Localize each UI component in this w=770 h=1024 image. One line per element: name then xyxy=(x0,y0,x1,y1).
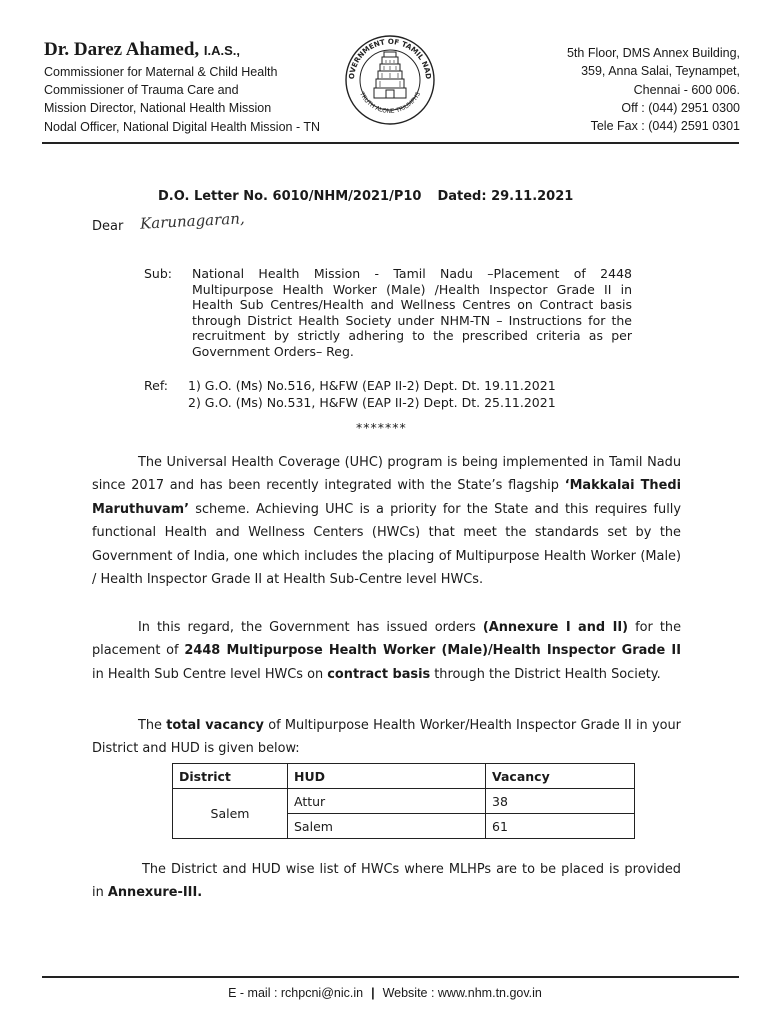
handwritten-addressee-text: Karunagaran, xyxy=(139,209,246,233)
annexure-ref: (Annexure I and II) xyxy=(482,620,629,635)
reference-item-1: 1) G.O. (Ms) No.516, H&FW (EAP II-2) Dept. Dt. 19.11.2021 xyxy=(188,378,556,393)
letterhead-address xyxy=(480,44,740,135)
emblem-bottom-text: TRUTH ALONE TRIUMPHS xyxy=(357,91,423,115)
vacancy-cell: 61 xyxy=(486,814,635,839)
address-line-3: Chennai - 600 006. xyxy=(633,82,740,97)
contract-basis: contract basis xyxy=(327,666,431,682)
header-vacancy: Vacancy xyxy=(486,764,635,789)
designation-line-1: Commissioner for Maternal & Child Health xyxy=(44,65,278,79)
designation-line-4: Nodal Officer, National Digital Health Mission - TN xyxy=(44,119,321,134)
header-district: District xyxy=(173,764,288,789)
header-hud: HUD xyxy=(288,764,486,789)
vacancy-cell: 38 xyxy=(486,789,635,814)
district-cell: Salem xyxy=(173,789,288,839)
svg-text:TRUTH ALONE TRIUMPHS xyxy=(358,90,423,115)
reference-item-2: 2) G.O. (Ms) No.531, H&FW (EAP II-2) Dept. Dt. 25.11.2021 xyxy=(188,394,556,410)
salutation: Dear xyxy=(92,219,124,234)
scheme-name: ‘Makkalai Thedi Maruthuvam’ xyxy=(92,478,681,517)
letter-date: Dated: 29.11.2021 xyxy=(437,189,574,204)
hud-cell: Attur xyxy=(288,789,486,814)
footer-website: Website : www.nhm.tn.gov.in xyxy=(382,986,542,1000)
footer-email: E - mail : rchpcni@nic.in xyxy=(228,986,364,1000)
address-line-2: 359, Anna Salai, Teynampet, xyxy=(581,64,740,79)
do-letter-line xyxy=(158,189,573,204)
letterhead-left xyxy=(44,38,344,136)
office-phone: Off : (044) 2951 0300 xyxy=(621,100,740,115)
annexure-iii: Annexure-III. xyxy=(107,885,203,901)
officer-name: Dr. Darez Ahamed, I.A.S., xyxy=(44,39,241,60)
subject-text: National Health Mission - Tamil Nadu –Placement of 2448 Multipurpose Health Worker (Male) /Health Inspector Grade II in Health Sub Centres/Health and Wellness Centres on Contract basis through District Health Society under NHM-TN – Instructions for the recruitment by strictly adhering to the prescribed criteria as per Government Orders– Reg. xyxy=(192,266,632,359)
footer xyxy=(0,986,770,1000)
subject-label: Sub: xyxy=(144,266,173,281)
post-title: 2448 Multipurpose Health Worker (Male)/Health Inspector Grade II xyxy=(184,643,682,659)
paragraph-2: In this regard, the Government has issued orders (Annexure I and II) for the placement of 2448 Multipurpose Health Worker (Male)/Health Inspector Grade II in Health Sub Centre level HWCs on contract basis through the District Health Society. xyxy=(92,620,682,682)
paragraph-3: The total vacancy of Multipurpose Health Worker/Health Inspector Grade II in your District and HUD is given below: xyxy=(92,718,681,757)
paragraph-1: The Universal Health Coverage (UHC) program is being implemented in Tamil Nadu since 2017 and has been recently integrated with the State’s flagship ‘Makkalai Thedi Maruthuvam’ scheme. Achieving UHC is a priority for the State and this requires fully functional Health and Wellness Centers (HWCs) that meet the standards set by the Government of India, one which includes the placing of Multipurpose Health Worker (Male) / Health Inspector Grade II at Health Sub-Centre level HWCs. xyxy=(92,455,681,588)
reference-list xyxy=(188,378,556,411)
footer-divider xyxy=(42,976,739,978)
reference-label: Ref: xyxy=(144,378,168,393)
vacancy-table xyxy=(172,763,635,839)
designation-line-3: Mission Director, National Health Mission xyxy=(44,101,272,116)
footer-separator: | xyxy=(371,986,375,1000)
hud-cell: Salem xyxy=(288,814,486,839)
table-row xyxy=(173,789,635,814)
header-divider xyxy=(42,142,739,144)
section-separator: ******* xyxy=(356,420,407,435)
emblem-top-text: OVERNMENT OF TAMIL NAD xyxy=(346,36,434,80)
table-header-row xyxy=(173,764,635,789)
tele-fax: Tele Fax : (044) 2591 0301 xyxy=(590,119,740,134)
tamil-nadu-emblem-icon xyxy=(340,30,440,130)
handwritten-addressee xyxy=(140,208,270,248)
officer-name-suffix: I.A.S., xyxy=(203,43,241,58)
address-line-1: 5th Floor, DMS Annex Building, xyxy=(566,46,740,60)
designation-line-2: Commissioner of Trauma Care and xyxy=(44,83,239,98)
total-vacancy: total vacancy xyxy=(166,718,264,733)
paragraph-4: The District and HUD wise list of HWCs where MLHPs are to be placed is provided in Annexure-III. xyxy=(92,862,681,901)
do-letter-number: D.O. Letter No. 6010/NHM/2021/P10 xyxy=(158,189,422,204)
